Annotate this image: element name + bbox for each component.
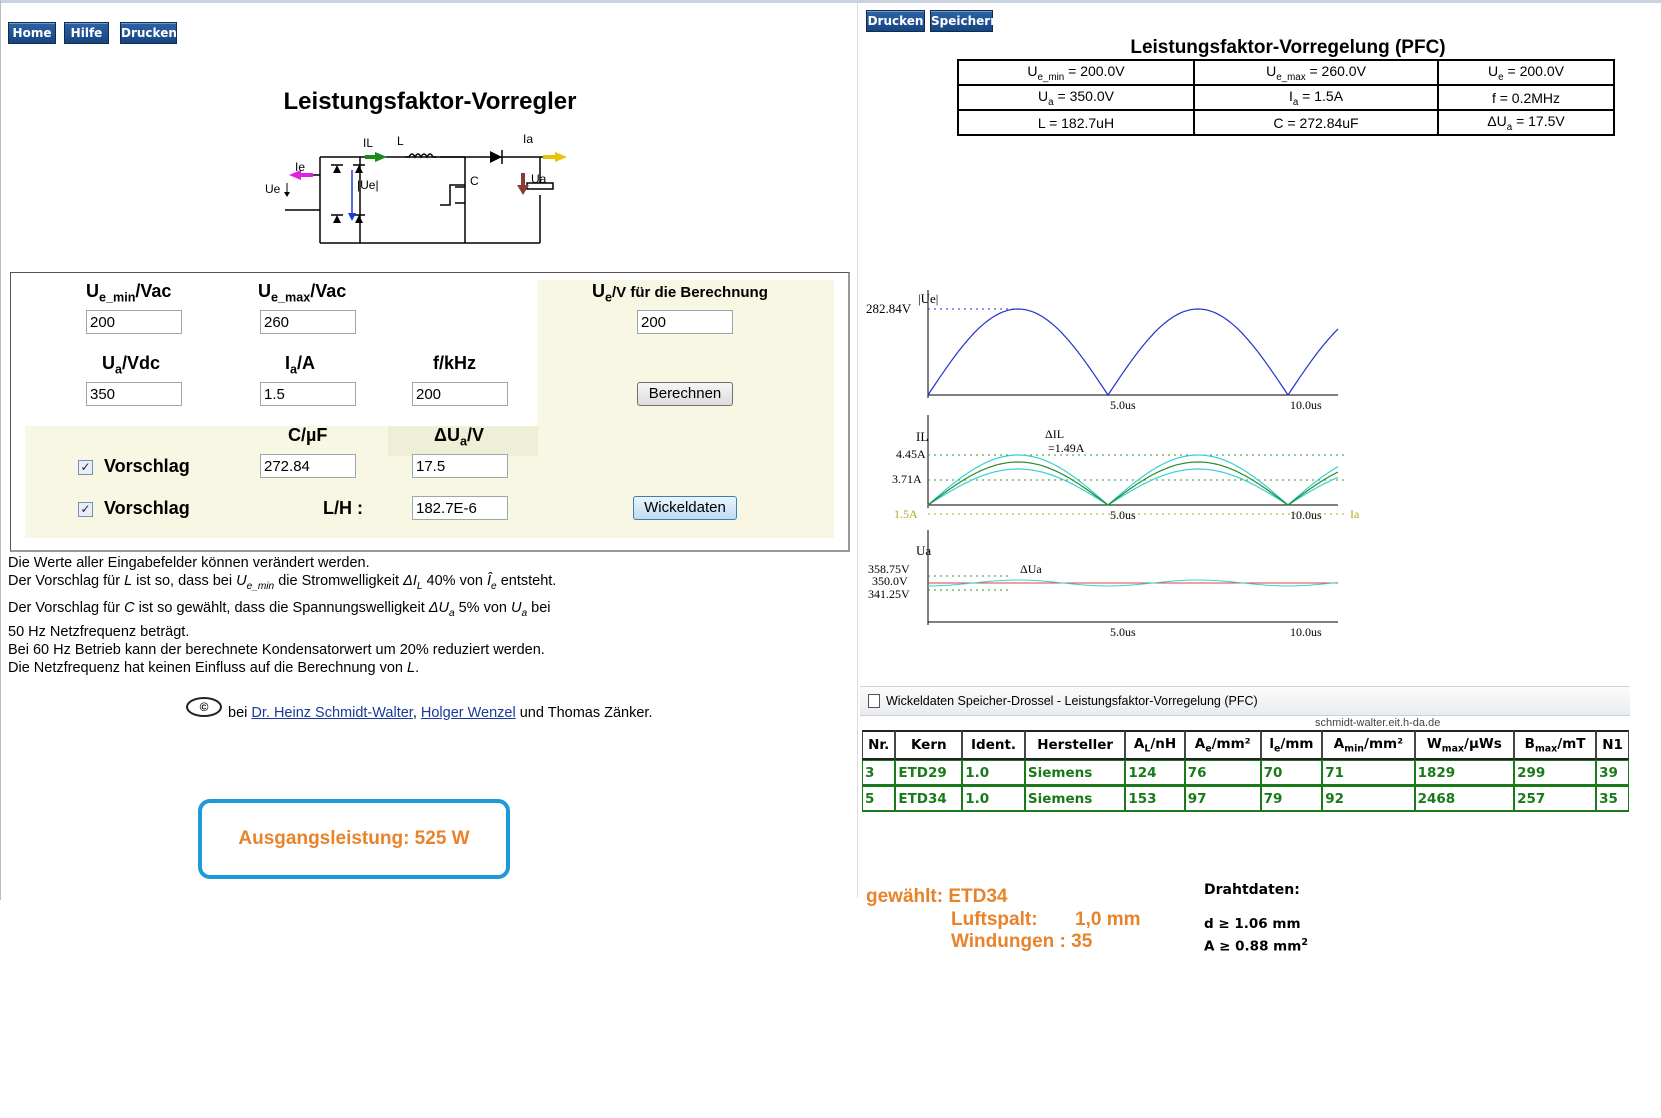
winding-data-button[interactable]: Wickeldaten xyxy=(633,496,737,520)
note-line-2: Der Vorschlag für L ist so, dass bei $U_{e\_min}$ die Stromwelligkeit $\Delta I_L$ 40% von $Î_e$ entsteht. xyxy=(8,573,557,592)
table-header-4: $A_L/nH$ xyxy=(1125,730,1184,760)
wire-area: A ≥ 0.88 $mm^2$ xyxy=(1204,937,1308,955)
l-input[interactable] xyxy=(412,496,508,520)
table-cell: ETD34 xyxy=(895,786,962,812)
table-header-9: $B_{max}/mT$ xyxy=(1514,730,1596,760)
tick-il-1: 4.45A xyxy=(896,447,926,461)
wire-diameter: d ≥ 1.06 mm xyxy=(1204,916,1301,932)
ue-max-input[interactable] xyxy=(260,310,356,334)
table-cell: 97 xyxy=(1185,786,1261,812)
table-header-5: $A_e$/mm² xyxy=(1185,730,1261,760)
table-row[interactable] xyxy=(862,760,1629,786)
annot-dil-val: =1.49A xyxy=(1048,441,1085,455)
c-label: C/µF xyxy=(288,425,328,445)
table-row[interactable] xyxy=(862,786,1629,812)
home-button[interactable]: Home xyxy=(8,22,56,44)
print-button-right[interactable]: Drucken xyxy=(866,10,925,32)
top-border xyxy=(0,0,1661,3)
table-cell: 39 xyxy=(1596,760,1629,786)
schematic-abs-ue-label: |Ue| xyxy=(357,178,379,192)
tick-ue-peak: 282.84V xyxy=(866,301,912,316)
table-cell: 92 xyxy=(1322,786,1414,812)
pfc-ia: $I_a = 1.5A$ xyxy=(1194,85,1438,110)
window-title: Wickeldaten Speicher-Drossel - Leistungsfaktor-Vorregelung (PFC) xyxy=(886,694,1258,708)
table-cell: 2468 xyxy=(1415,786,1514,812)
note-line-1: Die Werte aller Eingabefelder können verändert werden. xyxy=(8,555,370,571)
table-header-10: N1 xyxy=(1596,730,1629,760)
table-cell: 79 xyxy=(1261,786,1323,812)
tick-il-2: 3.71A xyxy=(892,472,922,486)
note-line-4: 50 Hz Netzfrequenz beträgt. xyxy=(8,624,190,640)
pfc-l: L = 182.7uH xyxy=(958,110,1194,135)
table-cell: 153 xyxy=(1125,786,1184,812)
ylabel-ue: |Ue| xyxy=(918,291,939,306)
tick-ua-3: 341.25V xyxy=(868,587,910,601)
f-label: f/kHz xyxy=(433,353,477,373)
table-cell: 5 xyxy=(862,786,895,812)
air-gap-label: Luftspalt: xyxy=(951,909,1038,930)
ua-input[interactable] xyxy=(86,382,182,406)
xtick-il-5: 5.0us xyxy=(1110,508,1136,522)
table-cell: Siemens xyxy=(1025,786,1125,812)
suggest-c-checkbox[interactable]: ✓ xyxy=(78,460,93,475)
table-cell: 3 xyxy=(862,760,895,786)
table-header-2: Ident. xyxy=(962,730,1025,760)
pfc-ua: $U_a = 350.0V$ xyxy=(958,85,1194,110)
series-ue xyxy=(928,309,1338,395)
note-line-6: Die Netzfrequenz hat keinen Einfluss auf die Berechnung von L. xyxy=(8,660,420,676)
schematic-c-label: C xyxy=(470,174,479,188)
table-cell: Siemens xyxy=(1025,760,1125,786)
table-cell: 1829 xyxy=(1415,760,1514,786)
table-cell: 1.0 xyxy=(962,760,1025,786)
pfc-ue-max: $U_{e\_max} = 260.0V$ xyxy=(1194,60,1438,85)
pfc-ue-min: $U_{e\_min} = 200.0V$ xyxy=(958,60,1194,85)
credits-line: bei Dr. Heinz Schmidt-Walter, Holger Wenzel und Thomas Zänker. xyxy=(228,705,653,721)
table-cell: ETD29 xyxy=(895,760,962,786)
xtick-ue-10: 10.0us xyxy=(1290,398,1322,412)
winding-data-table xyxy=(862,730,1629,812)
ylabel-ua: Ua xyxy=(916,543,932,558)
ue-calc-label: $U_e/V$ für die Berechnung xyxy=(592,281,768,305)
ue-max-label: $U_{e\_max}$/Vac xyxy=(258,281,347,305)
author-link-2[interactable]: Holger Wenzel xyxy=(420,705,516,721)
ia-input[interactable] xyxy=(260,382,356,406)
table-cell: 299 xyxy=(1514,760,1596,786)
calculate-button[interactable]: Berechnen xyxy=(637,382,733,406)
suggest-l-checkbox[interactable]: ✓ xyxy=(78,502,93,517)
print-button[interactable]: Drucken xyxy=(120,22,177,44)
suggest-c-label: Vorschlag xyxy=(104,456,190,476)
pfc-ue: $U_e = 200.0V$ xyxy=(1438,60,1614,85)
table-cell: 70 xyxy=(1261,760,1323,786)
annot-dil: ΔIL xyxy=(1045,427,1065,441)
table-header-6: $l_e/mm$ xyxy=(1261,730,1323,760)
schematic-il-label: IL xyxy=(363,136,374,150)
schematic-ue-label: Ue xyxy=(265,182,281,196)
help-button[interactable]: Hilfe xyxy=(64,22,109,44)
tick-il-3: 1.5A xyxy=(894,507,918,521)
ia-label: $I_a/A$ xyxy=(285,353,316,377)
xtick-ua-5: 5.0us xyxy=(1110,625,1136,639)
avg-il-label: Ia xyxy=(1350,507,1360,521)
tick-ua-2: 350.0V xyxy=(872,574,908,588)
window-icon xyxy=(868,694,880,708)
page-title: Leistungsfaktor-Vorregler xyxy=(283,88,577,115)
pfc-parameter-table xyxy=(957,59,1615,136)
table-header-0: Nr. xyxy=(862,730,895,760)
waveform-charts xyxy=(860,290,1380,680)
chosen-core: gewählt: ETD34 xyxy=(866,886,1008,907)
author-link-1[interactable]: Dr. Heinz Schmidt-Walter xyxy=(251,705,413,721)
xtick-il-10: 10.0us xyxy=(1290,508,1322,522)
schematic-ie-label: Ie xyxy=(295,160,306,174)
split-border xyxy=(857,3,858,898)
note-line-3: Der Vorschlag für C ist so gewählt, dass die Spannungswelligkeit $\Delta U_a$ 5% von $U_a$ bei xyxy=(8,600,551,619)
table-cell: 1.0 xyxy=(962,786,1025,812)
table-header-1: Kern xyxy=(895,730,962,760)
save-button[interactable]: Speichern xyxy=(930,10,993,32)
table-cell: 124 xyxy=(1125,760,1184,786)
note-line-5: Bei 60 Hz Betrieb kann der berechnete Kondensatorwert um 20% reduziert werden. xyxy=(8,642,545,658)
wire-data-title: Drahtdaten: xyxy=(1204,882,1300,898)
table-header-8: $W_{max}$/µWs xyxy=(1415,730,1514,760)
output-power-box xyxy=(198,799,510,879)
ue-min-input[interactable] xyxy=(86,310,182,334)
xtick-ua-10: 10.0us xyxy=(1290,625,1322,639)
dua-label: $\Delta U_a/V$ xyxy=(434,425,484,449)
table-cell: 257 xyxy=(1514,786,1596,812)
table-header-7: $A_{min}$/mm² xyxy=(1322,730,1414,760)
xtick-ue-5: 5.0us xyxy=(1110,398,1136,412)
window-url: schmidt-walter.eit.h-da.de xyxy=(1315,717,1441,729)
table-header-3: Hersteller xyxy=(1025,730,1125,760)
ue-calc-input[interactable] xyxy=(637,310,733,334)
ylabel-il: IL xyxy=(916,429,929,444)
ua-label: $U_a$/Vdc xyxy=(102,353,161,377)
pfc-title: Leistungsfaktor-Vorregelung (PFC) xyxy=(1130,37,1446,58)
lh-label: L/H : xyxy=(323,498,363,518)
schematic-ua-label: Ua xyxy=(531,172,547,186)
pfc-f: f = 0.2MHz xyxy=(1438,85,1614,110)
winding-window-titlebar xyxy=(860,686,1630,716)
table-cell: 35 xyxy=(1596,786,1629,812)
table-cell: 71 xyxy=(1322,760,1414,786)
schematic-ia-label: Ia xyxy=(523,132,534,146)
suggest-l-label: Vorschlag xyxy=(104,498,190,518)
output-power-text: Ausgangsleistung: 525 W xyxy=(238,828,470,849)
left-border xyxy=(0,0,1,900)
copyright-logo-icon: © xyxy=(186,697,222,717)
pfc-dua: $\Delta U_a = 17.5V$ xyxy=(1438,110,1614,135)
annot-dua: ΔUa xyxy=(1020,562,1042,576)
circuit-schematic xyxy=(265,132,585,247)
c-input[interactable] xyxy=(260,454,356,478)
schematic-l-label: L xyxy=(397,134,404,148)
dua-input[interactable] xyxy=(412,454,508,478)
table-cell: 76 xyxy=(1185,760,1261,786)
air-gap-value: 1,0 mm xyxy=(1075,909,1141,930)
ue-min-label: $U_{e\_min}$/Vac xyxy=(86,281,172,305)
pfc-c: C = 272.84uF xyxy=(1194,110,1438,135)
turns: Windungen : 35 xyxy=(951,931,1093,952)
f-input[interactable] xyxy=(412,382,508,406)
tick-ua-1: 358.75V xyxy=(868,562,910,576)
